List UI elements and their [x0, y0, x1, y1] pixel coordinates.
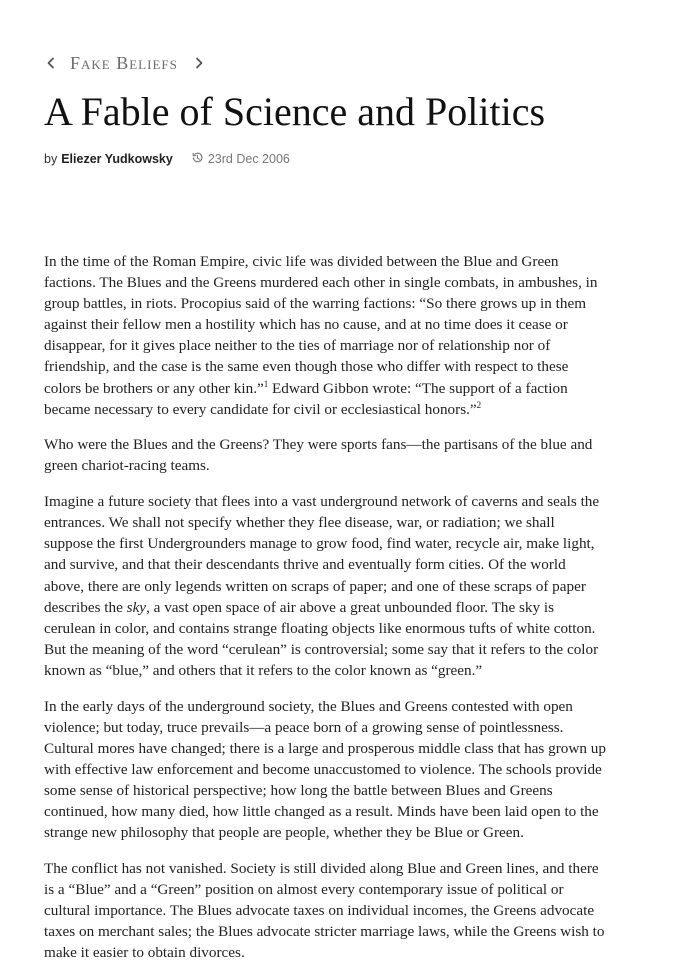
paragraph-3-text: Imagine a future society that flees into a vast underground network of caverns and seals the entrances. We shall not specify whether they flee disease, war, or radiation; we shall suppose the first Undergrounders manage to grow food, find water, recycle air, make light, and survive, and that their descendants thrive and eventually form cities. Of the world above, there are only legends written on scraps of paper; and one of these scraps of paper describes the — [44, 493, 600, 616]
post-date — [191, 151, 290, 167]
footnote-ref-1[interactable]: 1 — [263, 378, 269, 389]
post-date-text: 23rd Dec 2006 — [207, 152, 290, 166]
paragraph-3-text-2: , a vast open space of air above a great unbounded floor. The sky is cerulean in color, and contains strange floating objects like enormous tufts of white cotton. But the meaning of the word “cerulean” is controversial; some say that it refers to the color known as “blue,” and others that it refers to the color known as “green.” — [44, 598, 599, 679]
author-link[interactable]: Eliezer Yudkowsky — [61, 152, 173, 166]
post-body — [44, 251, 606, 978]
paragraph-4: In the early days of the underground society, the Blues and Greens contested with open violence; but today, truce prevails—a peace born of a growing sense of pointlessness. Cultural mores have changed; there is a large and prosperous middle class that has grown up with effective law enforcement and become unaccustomed to violence. The schools provide some sense of historical perspective; how long the battle between Blues and Greens continued, how many died, how little changed as a result. Minds have been laid open to the strange new philosophy that people are people, whether they be Blue or Green. — [44, 697, 606, 842]
paragraph-1 — [44, 251, 606, 420]
by-label: by — [44, 152, 58, 166]
post-title: A Fable of Science and Politics — [44, 89, 546, 134]
history-clock-icon — [191, 151, 208, 167]
post-meta — [44, 151, 290, 167]
footnote-ref-2[interactable]: 2 — [476, 399, 482, 410]
paragraph-3 — [44, 491, 606, 681]
paragraph-1-text: In the time of the Roman Empire, civic life was divided between the Blue and Green factions. The Blues and the Greens murdered each other in single combats, in ambushes, in group battles, in riots. Procopius said of the warring factions: “So there grows up in them against their fellow men a hostility which has no cause, and at no time does it cease or disappear, for it gives place neither to the ties of marriage nor of relationship nor of friendship, and the case is the same even though those who differ with respect to these colors be brothers or any other kin.” — [44, 253, 598, 397]
paragraph-2: Who were the Blues and the Greens? They were sports fans—the partisans of the blue and green chariot-racing teams. — [44, 436, 593, 475]
sequence-title-link[interactable]: Fake Beliefs — [70, 52, 178, 73]
sequence-nav — [44, 50, 206, 76]
chevron-right-icon[interactable] — [192, 56, 206, 70]
paragraph-1-text-2: Edward Gibbon wrote: “The support of a faction became necessary to every candidate for civil or ecclesiastical honors.” — [44, 379, 568, 418]
paragraph-3-emphasis: sky — [126, 598, 147, 616]
chevron-left-icon[interactable] — [44, 56, 58, 70]
paragraph-5: The conflict has not vanished. Society is still divided along Blue and Green lines, and there is a “Blue” and a “Green” position on almost every contemporary issue of political or cultural importance. The Blues advocate taxes on individual incomes, the Greens advocate taxes on merchant sales; the Blues advocate stricter marriage laws, while the Greens wish to make it easier to obtain divorces. — [44, 859, 605, 962]
